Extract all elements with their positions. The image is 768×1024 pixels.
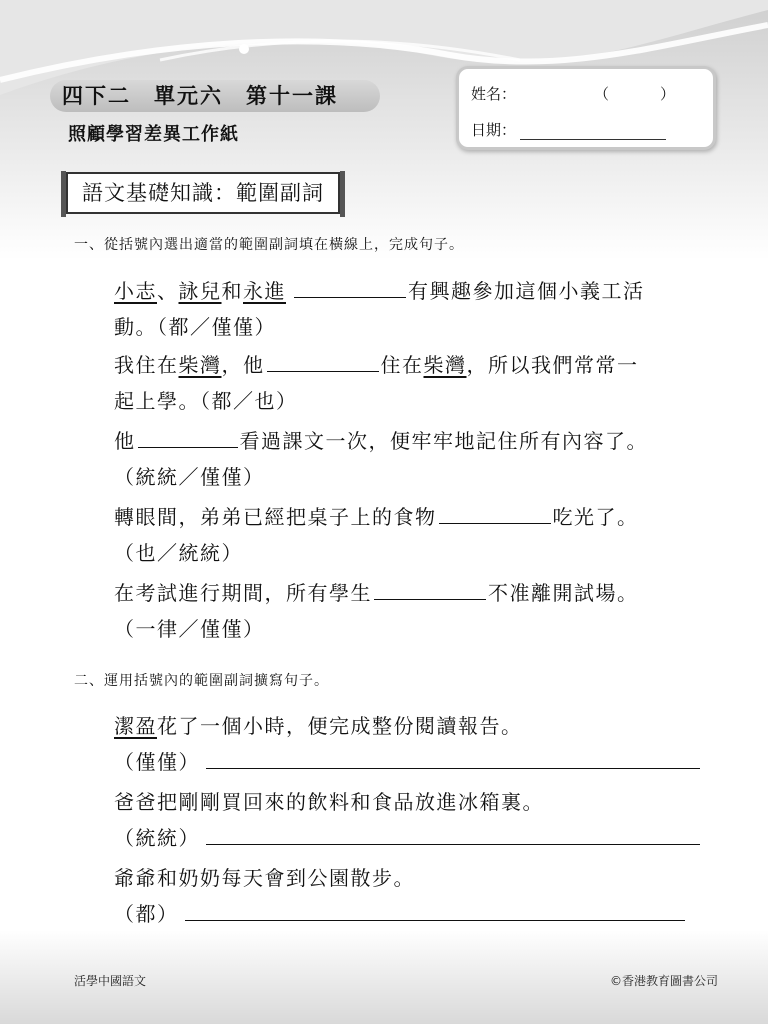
name-winger: 詠兒 bbox=[178, 279, 222, 303]
part2-instruction: 二、運用括號內的範圍副詞擴寫句子。 bbox=[74, 673, 329, 689]
place-chaiwan: 柴灣 bbox=[423, 353, 467, 377]
section-title: 語文基礎知識：範圍副詞 bbox=[66, 172, 340, 214]
answer-line[interactable] bbox=[185, 898, 685, 921]
question-options: 動。（都／僅僅） bbox=[114, 315, 276, 339]
question-text: 花了一個小時，便完成整份閱讀報告。 bbox=[157, 714, 523, 738]
question-text: 爸爸把剛剛買回來的飲料和食品放進冰箱裏。 bbox=[114, 790, 544, 814]
name-label: 姓名： bbox=[471, 85, 517, 103]
lesson-label: 四下二 單元六 第十一課 bbox=[50, 80, 380, 112]
name-xiaozhi: 小志 bbox=[114, 279, 157, 303]
part1-question-2 bbox=[114, 347, 716, 419]
date-label: 日期： bbox=[471, 121, 517, 139]
question-options: （統統／僅僅） bbox=[114, 465, 265, 489]
question-text: 他 bbox=[114, 429, 136, 453]
question-text: 看過課文一次，便牢牢地記住所有內容了。 bbox=[239, 429, 648, 453]
answer-blank[interactable] bbox=[294, 275, 406, 298]
name-wingchun: 永進 bbox=[243, 279, 286, 303]
question-text: 在考試進行期間，所有學生 bbox=[114, 581, 372, 605]
class-number-field[interactable]: （ ） bbox=[593, 85, 693, 103]
date-row bbox=[471, 119, 666, 140]
part1-question-4 bbox=[114, 499, 716, 571]
adverb-hint: （都） bbox=[114, 902, 179, 926]
question-options: （一律／僅僅） bbox=[114, 617, 265, 641]
question-text: 轉眼間，弟弟已經把桌子上的食物 bbox=[114, 505, 437, 529]
question-text: 吃光了。 bbox=[552, 505, 639, 529]
question-text: ，他 bbox=[221, 353, 265, 377]
answer-line[interactable] bbox=[206, 822, 700, 845]
question-text: 爺爺和奶奶每天會到公園散步。 bbox=[114, 866, 415, 890]
part2-question-2 bbox=[114, 784, 716, 856]
answer-line[interactable] bbox=[206, 746, 700, 769]
part1-question-3 bbox=[114, 423, 716, 495]
answer-blank[interactable] bbox=[374, 577, 486, 600]
footer-copyright: ©香港教育圖書公司 bbox=[609, 974, 718, 988]
question-options: 起上學。（都／也） bbox=[114, 389, 298, 413]
question-text: 有興趣參加這個小義工活 bbox=[408, 279, 645, 303]
name-row bbox=[471, 83, 703, 104]
question-text: 住在 bbox=[380, 353, 424, 377]
conjunction: 和 bbox=[221, 279, 243, 303]
part1-instruction: 一、從括號內選出適當的範圍副詞填在橫線上，完成句子。 bbox=[74, 237, 464, 253]
answer-blank[interactable] bbox=[267, 349, 379, 372]
footer-book-title: 活學中國語文 bbox=[74, 974, 147, 988]
adverb-hint: （僅僅） bbox=[114, 750, 200, 774]
student-info-box bbox=[456, 66, 716, 150]
name-kitying: 潔盈 bbox=[114, 714, 157, 738]
answer-blank[interactable] bbox=[138, 425, 238, 448]
answer-blank[interactable] bbox=[439, 501, 551, 524]
worksheet-subtitle: 照顧學習差異工作紙 bbox=[68, 124, 239, 145]
part1-question-1 bbox=[114, 273, 716, 345]
separator: 、 bbox=[157, 279, 179, 303]
date-field[interactable] bbox=[520, 125, 666, 140]
question-text: ，所以我們常常一 bbox=[466, 353, 639, 377]
place-chaiwan: 柴灣 bbox=[178, 353, 222, 377]
question-text: 不准離開試場。 bbox=[488, 581, 639, 605]
part1-question-5 bbox=[114, 575, 716, 647]
adverb-hint: （統統） bbox=[114, 826, 200, 850]
part2-question-1 bbox=[114, 708, 716, 780]
part2-question-3 bbox=[114, 860, 716, 932]
question-options: （也／統統） bbox=[114, 541, 243, 565]
question-text: 我住在 bbox=[114, 353, 179, 377]
